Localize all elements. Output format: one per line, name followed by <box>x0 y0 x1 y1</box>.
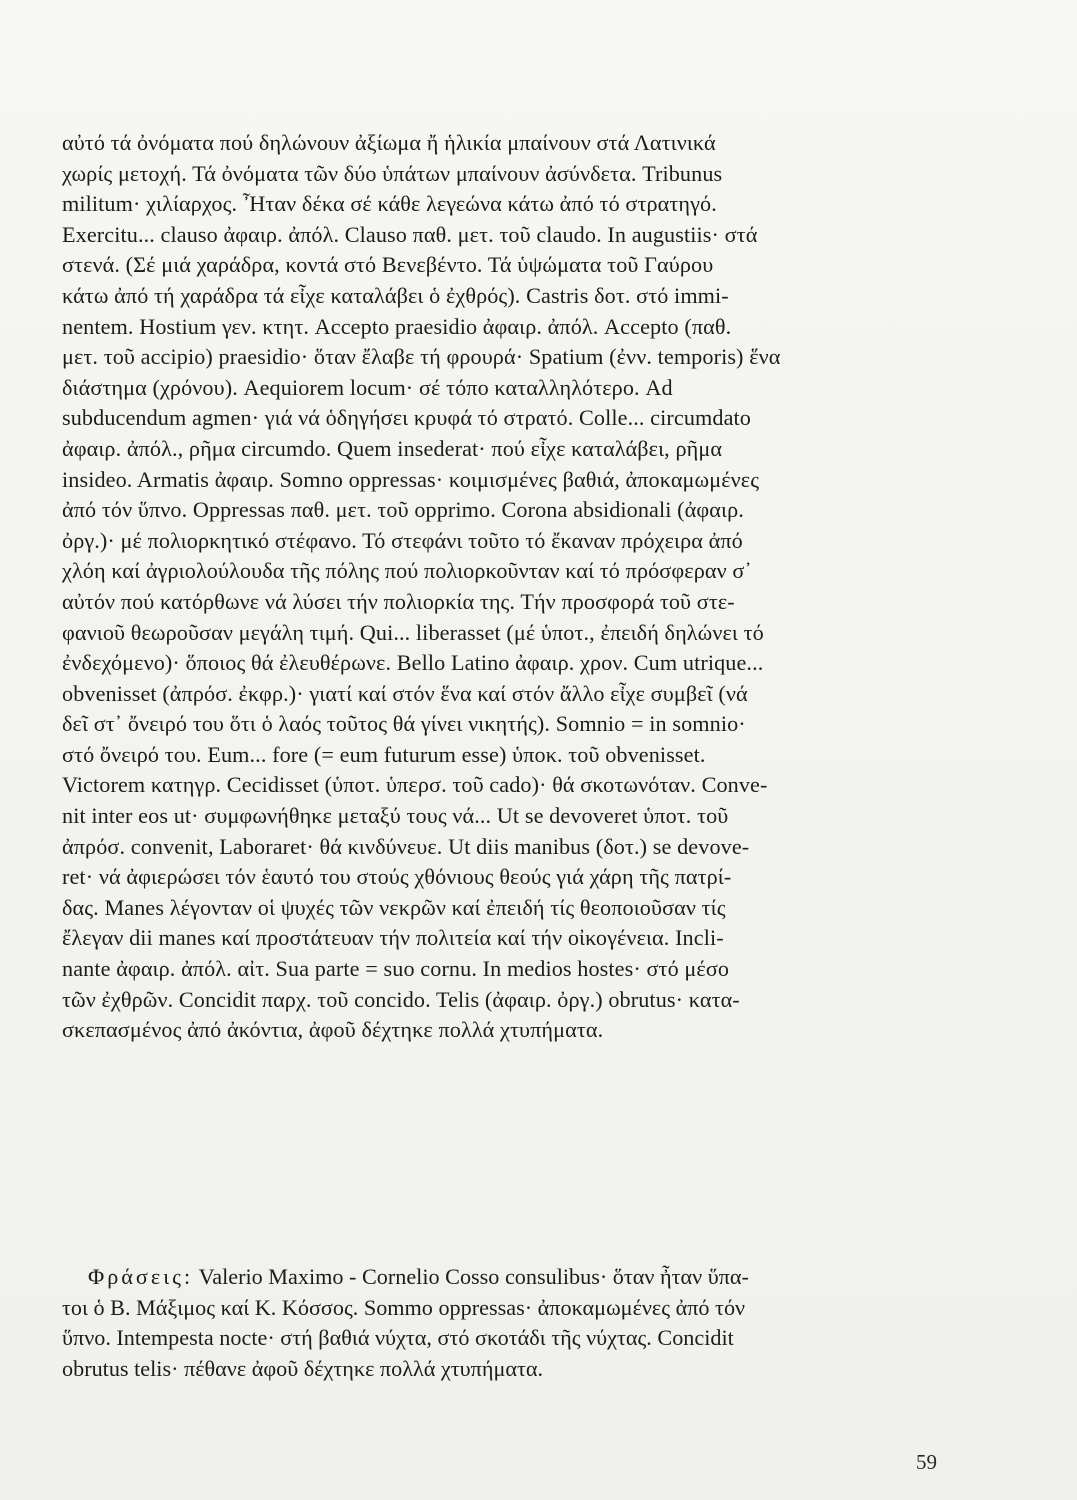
text-line: χωρίς μετοχή. Τά ὀνόματα τῶν δύο ὑπάτων μπαίνουν ἀσύνδετα. Tribunus <box>62 160 723 186</box>
text-line: ret· νά ἀφιερώσει τόν ἑαυτό του στούς χθόνιους θεούς γιά χάρη τῆς πατρί- <box>62 864 732 890</box>
text-line: μετ. τοῦ accipio) praesidio· ὅταν ἔλαβε τή φρουρά· Spatium (ἐνν. temporis) ἕνα <box>62 344 781 370</box>
text-line: χλόη καί ἀγριολούλουδα τῆς πόλης πού πολιορκοῦνταν καί τό πρόσφεραν σ᾽ <box>62 558 752 584</box>
text-line: subducendum agmen· γιά νά ὁδηγήσει κρυφά τό στρατό. Colle... circumdato <box>62 405 751 431</box>
text-line: ἀπό τόν ὕπνο. Oppressas παθ. μετ. τοῦ opprimo. Corona absidionali (ἀφαιρ. <box>62 497 744 523</box>
text-line: nentem. Hostium γεν. κτητ. Accepto praesidio ἀφαιρ. ἀπόλ. Accepto (παθ. <box>62 313 732 339</box>
text-line: τῶν ἐχθρῶν. Concidit παρχ. τοῦ concido. Telis (ἀφαιρ. ὀργ.) obrutus· κατα- <box>62 986 740 1012</box>
phrases-first-line <box>62 1262 942 1293</box>
text-line: Victorem κατηγρ. Cecidisset (ὑποτ. ὑπερσ. τοῦ cado)· θά σκοτωνόταν. Conve- <box>62 772 768 798</box>
text-line: ὕπνο. Intempesta nocte· στή βαθιά νύχτα, στό σκοτάδι τῆς νύχτας. Concidit <box>62 1325 734 1351</box>
text-line: obrutus telis· πέθανε ἀφοῦ δέχτηκε πολλά χτυπήματα. <box>62 1355 544 1381</box>
text-line: militum· χιλίαρχος. Ἦταν δέκα σέ κάθε λεγεώνα κάτω ἀπό τό στρατηγό. <box>62 191 717 217</box>
text-line: αὐτόν πού κατόρθωνε νά λύσει τήν πολιορκία της. Τήν προσφορά τοῦ στε- <box>62 588 735 614</box>
text-line: τοι ὁ Β. Μάξιμος καί Κ. Κόσσος. Sommo oppressas· ἀποκαμωμένες ἀπό τόν <box>62 1294 746 1320</box>
page-number: 59 <box>916 1450 937 1474</box>
text-line: δας. Manes λέγονταν οἱ ψυχές τῶν νεκρῶν καί ἐπειδή τίς θεοποιοῦσαν τίς <box>62 894 726 920</box>
phrases-heading: Φράσεις: <box>88 1264 194 1289</box>
phrases-section <box>62 1262 942 1384</box>
commentary-text <box>62 128 942 1046</box>
text-line: δεῖ στ᾽ ὄνειρό του ὅτι ὁ λαός τοῦτος θά γίνει νικητής). Somnio = in somnio· <box>62 711 746 737</box>
text-line: στό ὄνειρό του. Eum... fore (= eum futurum esse) ὑποκ. τοῦ obvenisset. <box>62 741 706 767</box>
text-line: ἀφαιρ. ἀπόλ., ρῆμα circumdo. Quem insederat· πού εἶχε καταλάβει, ρῆμα <box>62 435 723 461</box>
text-line: αὐτό τά ὀνόματα πού δηλώνουν ἀξίωμα ἤ ἡλικία μπαίνουν στά Λατινικά <box>62 130 716 155</box>
text-line: σκεπασμένος ἀπό ἀκόντια, ἀφοῦ δέχτηκε πολλά χτυπήματα. <box>62 1017 604 1043</box>
text-line: φανιοῦ θεωροῦσαν μεγάλη τιμή. Qui... liberasset (μέ ὑποτ., ἐπειδή δηλώνει τό <box>62 619 764 645</box>
text-line: στενά. (Σέ μιά χαράδρα, κοντά στό Βενεβέντο. Τά ὑψώματα τοῦ Γαύρου <box>62 252 714 278</box>
text-line: insideo. Armatis ἀφαιρ. Somno oppressas· κοιμισμένες βαθιά, ἀποκαμωμένες <box>62 466 760 492</box>
text-line: nante ἀφαιρ. ἀπόλ. αἰτ. Sua parte = suo cornu. In medios hostes· στό μέσο <box>62 956 730 982</box>
text-line: obvenisset (ἀπρόσ. ἐκφρ.)· γιατί καί στόν ἕνα καί στόν ἄλλο εἶχε συμβεῖ (νά <box>62 680 748 706</box>
text-line: Valerio Maximo - Cornelio Cosso consulibus· ὅταν ἦταν ὕπα- <box>198 1264 749 1289</box>
text-line: διάστημα (χρόνου). Aequiorem locum· σέ τόπο καταλληλότερο. Ad <box>62 374 673 400</box>
text-line: Exercitu... clauso ἀφαιρ. ἀπόλ. Clauso παθ. μετ. τοῦ claudo. In augustiis· στά <box>62 221 758 247</box>
text-line: nit inter eos ut· συμφωνήθηκε μεταξύ τους νά... Ut se devoveret ὑποτ. τοῦ <box>62 803 729 829</box>
text-line: ὀργ.)· μέ πολιορκητικό στέφανο. Τό στεφάνι τοῦτο τό ἔκαναν πρόχειρα ἀπό <box>62 527 743 553</box>
text-line: ἐνδεχόμενο)· ὅποιος θά ἐλευθέρωνε. Bello Latino ἀφαιρ. χρον. Cum utrique... <box>62 650 764 676</box>
text-line: ἀπρόσ. convenit, Laboraret· θά κινδύνευε. Ut diis manibus (δοτ.) se devove- <box>62 833 750 859</box>
text-line: κάτω ἀπό τή χαράδρα τά εἶχε καταλάβει ὁ ἐχθρός). Castris δοτ. στό immi- <box>62 282 729 308</box>
text-line: ἔλεγαν dii manes καί προστάτευαν τήν πολιτεία καί τήν οἰκογένεια. Incli- <box>62 925 724 951</box>
